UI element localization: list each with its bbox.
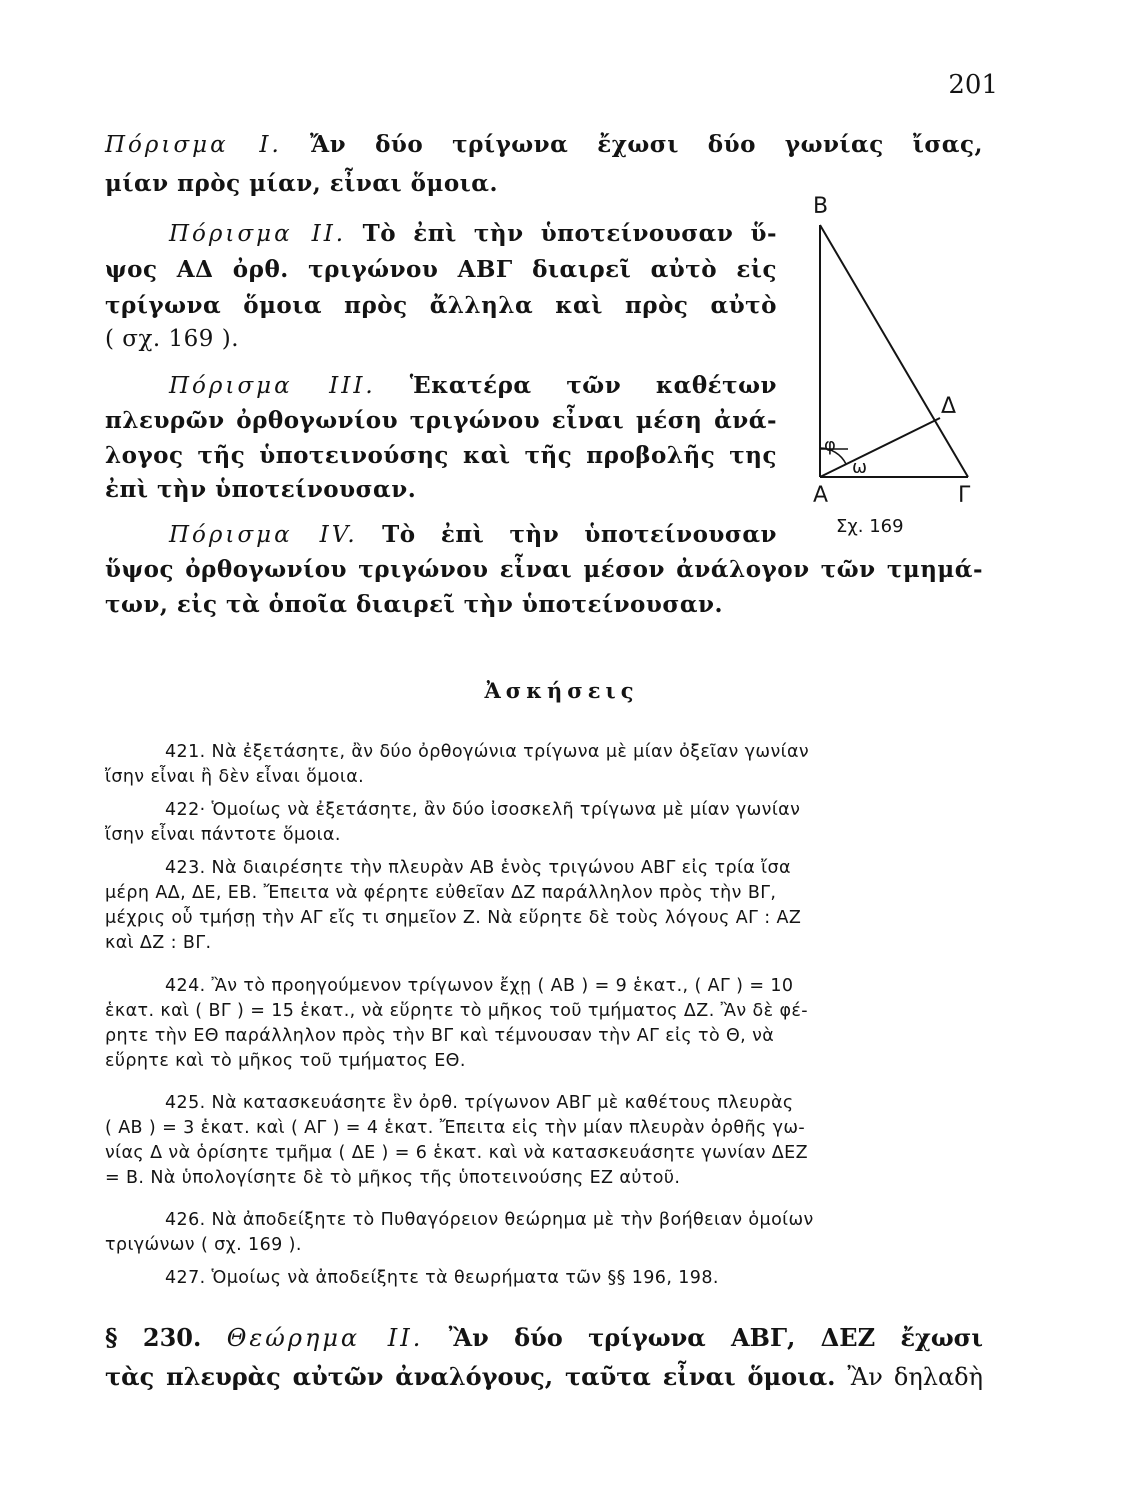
label-g: Γ — [958, 483, 971, 508]
porisma-1-line-1 — [105, 131, 983, 158]
porisma-2-text-1: Τὸ ἐπὶ τὴν ὑποτείνουσαν ὕ- — [362, 220, 778, 247]
exercise-425 — [105, 1093, 983, 1188]
porisma-4-line-2 — [105, 556, 983, 583]
porisma-4-label: Πόρισμα ΙV. — [169, 522, 358, 548]
porisma-3-line-1 — [105, 372, 777, 399]
label-a: Α — [813, 483, 829, 508]
exercise-421 — [105, 742, 983, 787]
exercise-422 — [105, 800, 983, 845]
porisma-4-line-3 — [105, 591, 723, 618]
porisma-4-text-1: Τὸ ἐπὶ τὴν ὑποτείνουσαν — [382, 521, 777, 548]
exercise-425-line-3: νίας Δ νὰ ὁρίσητε τμῆμα ( ΔΕ ) = 6 ἑκατ. καὶ νὰ κατασκευάσητε γωνίαν ΔΕΖ — [105, 1143, 809, 1163]
label-d: Δ — [941, 394, 957, 419]
porisma-3-line-2 — [105, 407, 777, 434]
exercises-heading: Ἀσκήσεις — [484, 678, 639, 703]
label-phi: φ — [824, 435, 836, 456]
exercise-425-line-1: 425. Νὰ κατασκευάσητε ἓν ὀρθ. τρίγωνον ΑΒΓ μὲ καθέτους πλευρὰς — [165, 1093, 794, 1113]
exercise-426-line-2: τριγώνων ( σχ. 169 ). — [105, 1235, 302, 1255]
porisma-3-line-4 — [105, 476, 416, 503]
porisma-3-text-2: πλευρῶν ὀρθογωνίου τριγώνου εἶναι μέση ἀνά- — [105, 407, 777, 434]
exercise-427 — [105, 1268, 983, 1288]
exercise-425-line-2: ( ΑΒ ) = 3 ἑκατ. καὶ ( ΑΓ ) = 4 ἑκατ. Ἔπειτα εἰς τὴν μίαν πλευρὰν ὀρθῆς γω- — [105, 1118, 806, 1138]
exercise-424-line-3: ρητε τὴν ΕΘ παράλληλον πρὸς τὴν ΒΓ καὶ τέμνουσαν τὴν ΑΓ εἰς τὸ Θ, νὰ — [105, 1026, 775, 1046]
porisma-1-label: Πόρισμα Ι. — [105, 132, 282, 158]
exercise-422-line-1: 422· Ὁμοίως νὰ ἐξετάσητε, ἂν δύο ἰσοσκελῆ τρίγωνα μὲ μίαν γωνίαν — [165, 800, 801, 820]
porisma-2-line-2 — [105, 256, 777, 283]
theorem-line-1 — [105, 1323, 983, 1352]
theorem-text-1: Ἂν δύο τρίγωνα ΑΒΓ, ΔΕΖ ἔχωσι — [448, 1323, 983, 1352]
exercise-423-line-3: μέχρις οὗ τμήσῃ τὴν ΑΓ εἴς τι σημεῖον Ζ. Νὰ εὕρητε δὲ τοὺς λόγους ΑΓ : ΑΖ — [105, 908, 802, 928]
exercise-424-line-4: εὕρητε καὶ τὸ μῆκος τοῦ τμήματος ΕΘ. — [105, 1051, 466, 1071]
label-b: Β — [813, 194, 829, 219]
porisma-3-text-1: Ἑκατέρα τῶν καθέτων — [409, 372, 777, 399]
altitude-ad — [820, 418, 940, 477]
exercise-423-line-2: μέρη ΑΔ, ΔΕ, ΕΒ. Ἔπειτα νὰ φέρητε εὐθεῖαν ΔΖ παράλληλον πρὸς τὴν ΒΓ, — [105, 883, 777, 903]
exercise-424-line-1: 424. Ἂν τὸ προηγούμενον τρίγωνον ἔχῃ ( ΑΒ ) = 9 ἑκατ., ( ΑΓ ) = 10 — [165, 976, 794, 996]
exercise-421-line-2: ἴσην εἶναι ἢ δὲν εἶναι ὅμοια. — [105, 767, 365, 787]
exercise-424 — [105, 976, 983, 1071]
porisma-3-text-3: λογος τῆς ὑποτεινούσης καὶ τῆς προβολῆς της — [105, 442, 777, 469]
exercise-423-line-4: καὶ ΔΖ : ΒΓ. — [105, 933, 212, 953]
porisma-2-line-1 — [105, 220, 777, 247]
porisma-3-line-3 — [105, 442, 777, 469]
porisma-4-line-1 — [105, 521, 777, 548]
porisma-2-line-3 — [105, 292, 777, 319]
theorem-section: § 230. — [105, 1323, 202, 1352]
exercise-422-line-2: ἴσην εἶναι πάντοτε ὅμοια. — [105, 825, 341, 845]
theorem-label: Θεώρημα ΙΙ. — [226, 1324, 424, 1352]
porisma-4-text-3: των, εἰς τὰ ὁποῖα διαιρεῖ τὴν ὑποτείνουσαν. — [105, 591, 723, 618]
theorem-text-2: τὰς πλευρὰς αὐτῶν ἀναλόγους, ταῦτα εἶναι ὅμοια. — [105, 1362, 836, 1391]
porisma-2-text-2: ψος ΑΔ ὀρθ. τριγώνου ΑΒΓ διαιρεῖ αὐτὸ εἰς — [105, 256, 777, 283]
theorem-line-2 — [105, 1362, 983, 1391]
label-omega: ω — [852, 457, 868, 478]
exercise-423 — [105, 858, 983, 953]
exercise-424-line-2: ἑκατ. καὶ ( ΒΓ ) = 15 ἑκατ., νὰ εὕρητε τὸ μῆκος τοῦ τμήματος ΔΖ. Ἂν δὲ φέ- — [105, 1001, 808, 1021]
page-number: 201 — [948, 70, 998, 100]
exercise-425-line-4: = Β. Νὰ ὑπολογίσητε δὲ τὸ μῆκος τῆς ὑποτεινούσης ΕΖ αὐτοῦ. — [105, 1168, 681, 1188]
porisma-2-label: Πόρισμα ΙΙ. — [169, 221, 347, 247]
figure-caption: Σχ. 169 — [836, 516, 904, 537]
exercise-426-line-1: 426. Νὰ ἀποδείξητε τὸ Πυθαγόρειον θεώρημα μὲ τὴν βοήθειαν ὁμοίων — [165, 1210, 814, 1230]
porisma-1-text-1: Ἄν δύο τρίγωνα ἔχωσι δύο γωνίας ἴσας, — [310, 131, 984, 158]
exercise-427-line-1: 427. Ὁμοίως νὰ ἀποδείξητε τὰ θεωρήματα τῶν §§ 196, 198. — [165, 1268, 719, 1288]
porisma-3-label: Πόρισμα ΙΙΙ. — [169, 373, 376, 399]
porisma-4-text-2: ὕψος ὀρθογωνίου τριγώνου εἶναι μέσον ἀνάλογον τῶν τμημά- — [105, 556, 983, 583]
exercise-421-line-1: 421. Νὰ ἐξετάσητε, ἂν δύο ὀρθογώνια τρίγωνα μὲ μίαν ὀξεῖαν γωνίαν — [165, 742, 810, 762]
hypotenuse-bg — [820, 225, 968, 477]
exercise-423-line-1: 423. Νὰ διαιρέσητε τὴν πλευρὰν ΑΒ ἑνὸς τριγώνου ΑΒΓ εἰς τρία ἴσα — [165, 858, 791, 878]
porisma-2-text-3: τρίγωνα ὅμοια πρὸς ἄλληλα καὶ πρὸς αὐτὸ — [105, 292, 777, 319]
figure-169 — [800, 185, 990, 515]
theorem-text-2-tail: Ἂν δηλαδὴ — [847, 1363, 984, 1391]
porisma-2-line-4 — [105, 326, 239, 352]
exercise-426 — [105, 1210, 983, 1255]
porisma-1-line-2 — [105, 170, 498, 197]
porisma-1-text-2: μίαν πρὸς μίαν, εἶναι ὅμοια. — [105, 170, 499, 197]
porisma-2-text-4: ( σχ. 169 ). — [105, 326, 240, 352]
porisma-3-text-4: ἐπὶ τὴν ὑποτείνουσαν. — [105, 476, 417, 503]
